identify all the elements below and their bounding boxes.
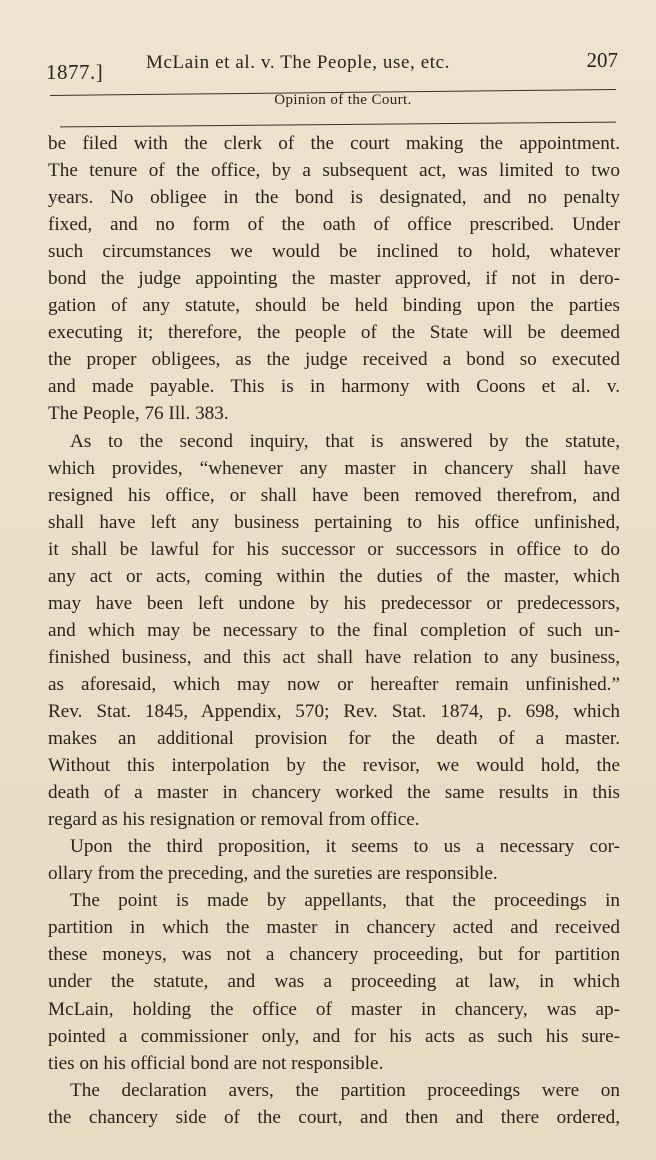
text-line: partition in which the master in chancery acted and received [48,917,620,939]
text-line: makes an additional provision for the death of a master. [48,728,620,750]
text-line: which provides, “whenever any master in chancery shall have [48,457,620,479]
text-line: regard as his resignation or removal from office. [48,809,420,831]
opinion-text [48,130,620,1131]
text-line: such circumstances we would be inclined to hold, whatever [48,241,620,263]
text-line: bond the judge appointing the master approved, if not in dero- [48,268,620,290]
text-line: executing it; therefore, the people of the State will be deemed [48,322,620,344]
text-line: Without this interpolation by the revisor, we would hold, the [48,755,620,777]
text-line: death of a master in chancery worked the same results in this [48,782,620,804]
text-line: The declaration avers, the partition proceedings were on [70,1079,620,1101]
text-line: it shall be lawful for his successor or successors in office to do [48,538,620,560]
text-line: pointed a commissioner only, and for his acts as such his sure- [48,1025,620,1047]
text-line: resigned his office, or shall have been removed therefrom, and [48,484,620,506]
text-line: gation of any statute, should be held binding upon the parties [48,295,620,317]
text-line: Rev. Stat. 1845, Appendix, 570; Rev. Stat. 1874, p. 698, which [48,700,620,722]
text-line: may have been left undone by his predecessor or predecessors, [48,592,620,614]
text-line: as aforesaid, which may now or hereafter remain unfinished.” [48,673,620,695]
section-heading: Opinion of the Court. [274,92,412,108]
text-line: and which may be necessary to the final completion of such un- [48,619,620,641]
text-line: The point is made by appellants, that the proceedings in [70,890,620,912]
text-line: ties on his official bond are not responsible. [48,1052,384,1074]
text-line: the chancery side of the court, and then and there ordered, [48,1106,620,1128]
text-line: The People, 76 Ill. 383. [48,403,229,425]
text-line: ollary from the preceding, and the sureties are responsible. [48,863,498,885]
year-label: 1877.] [46,60,104,84]
header-rule-bottom [60,122,616,128]
text-line: As to the second inquiry, that is answered by the statute, [70,430,620,452]
text-line: any act or acts, coming within the duties of the master, which [48,565,620,587]
text-line: shall have left any business pertaining to his office unfinished, [48,511,620,533]
running-head [46,46,618,82]
text-line: be filed with the clerk of the court making the appointment. [48,133,620,154]
text-line: and made payable. This is in harmony with Coons et al. v. [48,376,620,398]
text-line: the proper obligees, as the judge received a bond so executed [48,349,620,371]
text-line: under the statute, and was a proceeding at law, in which [48,971,620,993]
page-number: 207 [586,48,618,72]
text-line: these moneys, was not a chancery proceeding, but for partition [48,944,620,966]
text-line: fixed, and no form of the oath of office prescribed. Under [48,214,620,236]
text-line: The tenure of the office, by a subsequent act, was limited to two [48,160,620,182]
case-title: McLain et al. v. The People, use, etc. [146,52,451,73]
text-line: Upon the third proposition, it seems to us a necessary cor- [70,836,620,858]
text-line: finished business, and this act shall have relation to any business, [48,646,620,668]
text-line: years. No obligee in the bond is designated, and no penalty [48,187,620,209]
text-line: McLain, holding the office of master in chancery, was ap- [48,998,620,1020]
